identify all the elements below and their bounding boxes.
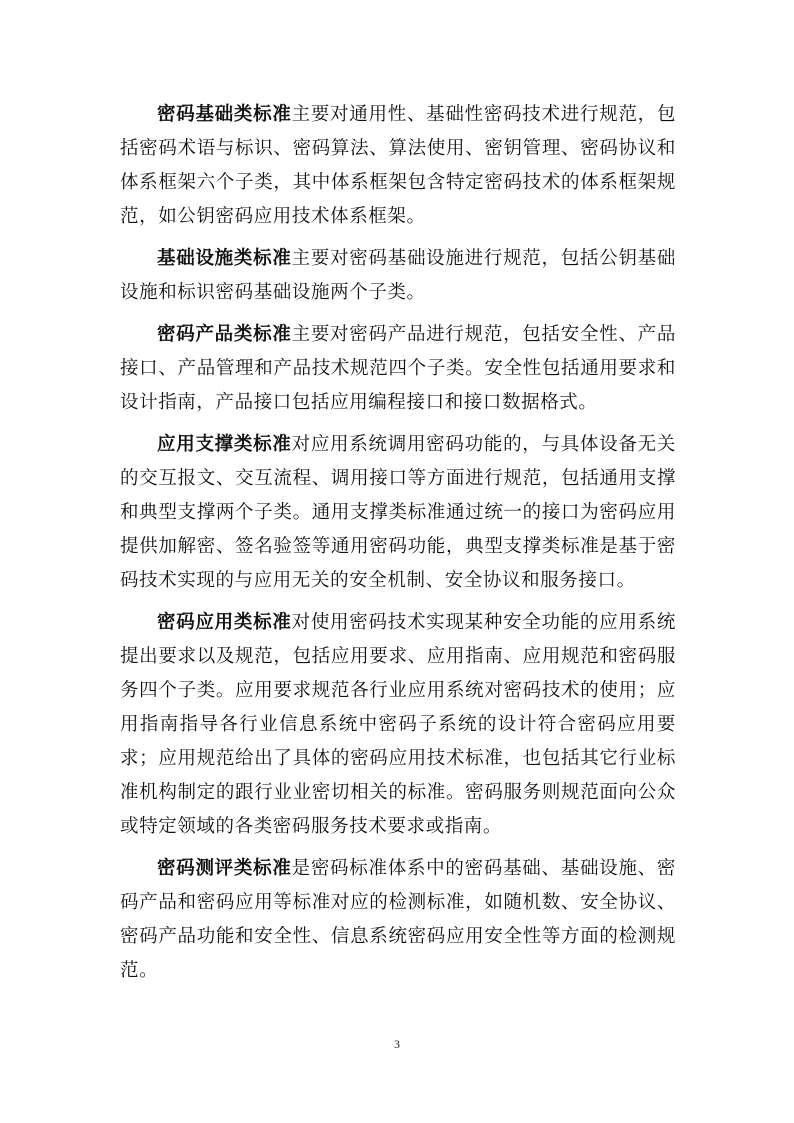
paragraph-infrastructure-standards [120, 242, 676, 310]
paragraph-text: 对应用系统调用密码功能的，与具体设备无关的交互报文、交互流程、调用接口等方面进行规范，包括通用支撑和典型支撑两个子类。通用支撑类标准通过统一的接口为密码应用提供加解密、签名验签等通用密码功能，典型支撑类标准是基于密码技术实现的与应用无关的安全机制、安全协议和服务接口。 [120, 434, 676, 591]
document-body [120, 98, 676, 996]
paragraph-support-standards [120, 428, 676, 598]
paragraph-term: 应用支撑类标准 [157, 434, 292, 455]
paragraph-text: 主要对密码基础设施进行规范，包括公钥基础设施和标识密码基础设施两个子类。 [120, 248, 676, 303]
paragraph-term: 密码测评类标准 [157, 858, 292, 879]
paragraph-text: 是密码标准体系中的密码基础、基础设施、密码产品和密码应用等标准对应的检测标准，如随机数、安全协议、密码产品功能和安全性、信息系统密码应用安全性等方面的检测规范。 [120, 858, 676, 981]
paragraph-term: 密码产品类标准 [157, 324, 292, 345]
paragraph-product-standards [120, 318, 676, 420]
paragraph-term: 密码应用类标准 [157, 612, 292, 633]
paragraph-application-standards [120, 606, 676, 844]
paragraph-text: 主要对密码产品进行规范，包括安全性、产品接口、产品管理和产品技术规范四个子类。安全性包括通用要求和设计指南，产品接口包括应用编程接口和接口数据格式。 [120, 324, 676, 413]
paragraph-term: 密码基础类标准 [157, 104, 292, 125]
paragraph-term: 基础设施类标准 [157, 248, 292, 269]
paragraph-text: 主要对通用性、基础性密码技术进行规范，包括密码术语与标识、密码算法、算法使用、密钥管理、密码协议和体系框架六个子类，其中体系框架包含特定密码技术的体系框架规范，如公钥密码应用技术体系框架。 [120, 104, 676, 227]
paragraph-evaluation-standards [120, 852, 676, 988]
page-number: 3 [394, 1037, 400, 1051]
paragraph-basic-standards [120, 98, 676, 234]
paragraph-text: 对使用密码技术实现某种安全功能的应用系统提出要求以及规范，包括应用要求、应用指南、应用规范和密码服务四个子类。应用要求规范各行业应用系统对密码技术的使用；应用指南指导各行业信息系统中密码子系统的设计符合密码应用要求；应用规范给出了具体的密码应用技术标准，也包括其它行业标准机构制定的跟行业业密切相关的标准。密码服务则规范面向公众或特定领域的各类密码服务技术要求或指南。 [120, 612, 676, 837]
